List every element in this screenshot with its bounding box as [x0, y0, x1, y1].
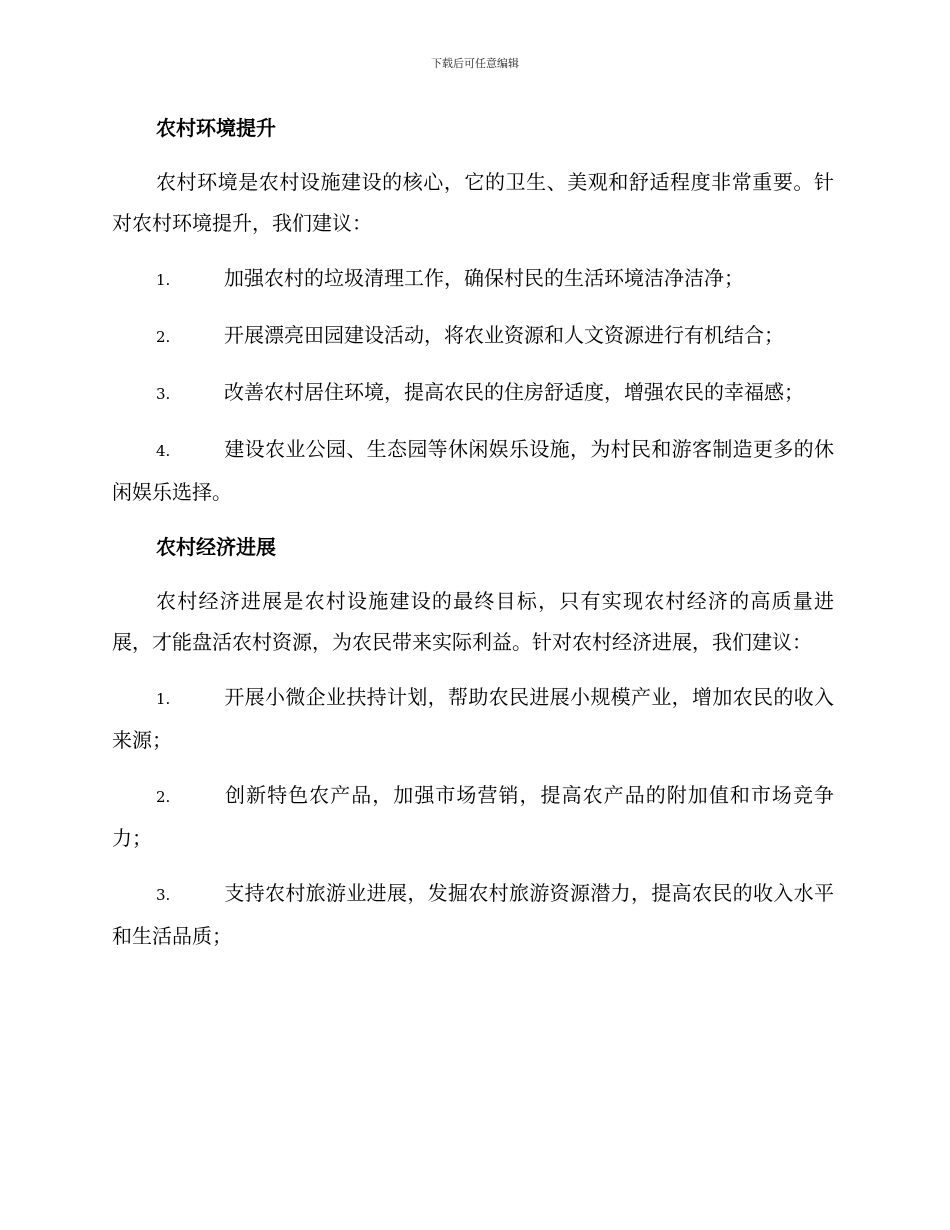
list-item-number: 1.	[156, 271, 171, 289]
list-item-number: 1.	[156, 690, 171, 708]
list-item-text: 改善农村居住环境，提高农民的住房舒适度，增强农民的幸福感；	[224, 380, 804, 404]
list-item-text: 开展漂亮田园建设活动，将农业资源和人文资源进行有机结合；	[224, 323, 784, 347]
list-item	[112, 873, 834, 957]
list-item-number: 2.	[156, 788, 171, 806]
section-intro-economy: 农村经济进展是农村设施建设的最终目标，只有实现农村经济的高质量进展，才能盘活农村资源，为农民带来实际利益。针对农村经济进展，我们建议：	[112, 589, 834, 654]
list-item	[112, 315, 834, 358]
list-item-text: 支持农村旅游业进展，发掘农村旅游资源潜力，提高农民的收入水平和生活品质；	[112, 881, 834, 948]
section-intro-environment: 农村环境是农村设施建设的核心，它的卫生、美观和舒适程度非常重要。针对农村环境提升，我们建议：	[112, 170, 834, 235]
list-item	[112, 775, 834, 859]
list-item-text: 建设农业公园、生态园等休闲娱乐设施，为村民和游客制造更多的休闲娱乐选择。	[112, 437, 834, 504]
list-item-text: 开展小微企业扶持计划，帮助农民进展小规模产业，增加农民的收入来源；	[112, 685, 834, 752]
list-item	[112, 372, 834, 415]
list-item	[112, 429, 834, 513]
header-note: 下载后可任意编辑	[431, 57, 519, 70]
list-item-number: 2.	[156, 328, 171, 346]
list-item-number: 4.	[156, 442, 171, 460]
list-item-text: 加强农村的垃圾清理工作，确保村民的生活环境洁净洁净；	[224, 266, 744, 290]
list-item	[112, 677, 834, 761]
list-item-text: 创新特色农产品，加强市场营销，提高农产品的附加值和市场竞争力；	[112, 783, 834, 850]
list-item-number: 3.	[156, 886, 171, 904]
section-heading-environment: 农村环境提升	[156, 116, 276, 140]
document-body	[112, 108, 834, 971]
section-heading-economy: 农村经济进展	[156, 535, 276, 559]
list-item	[112, 258, 834, 301]
list-item-number: 3.	[156, 385, 171, 403]
